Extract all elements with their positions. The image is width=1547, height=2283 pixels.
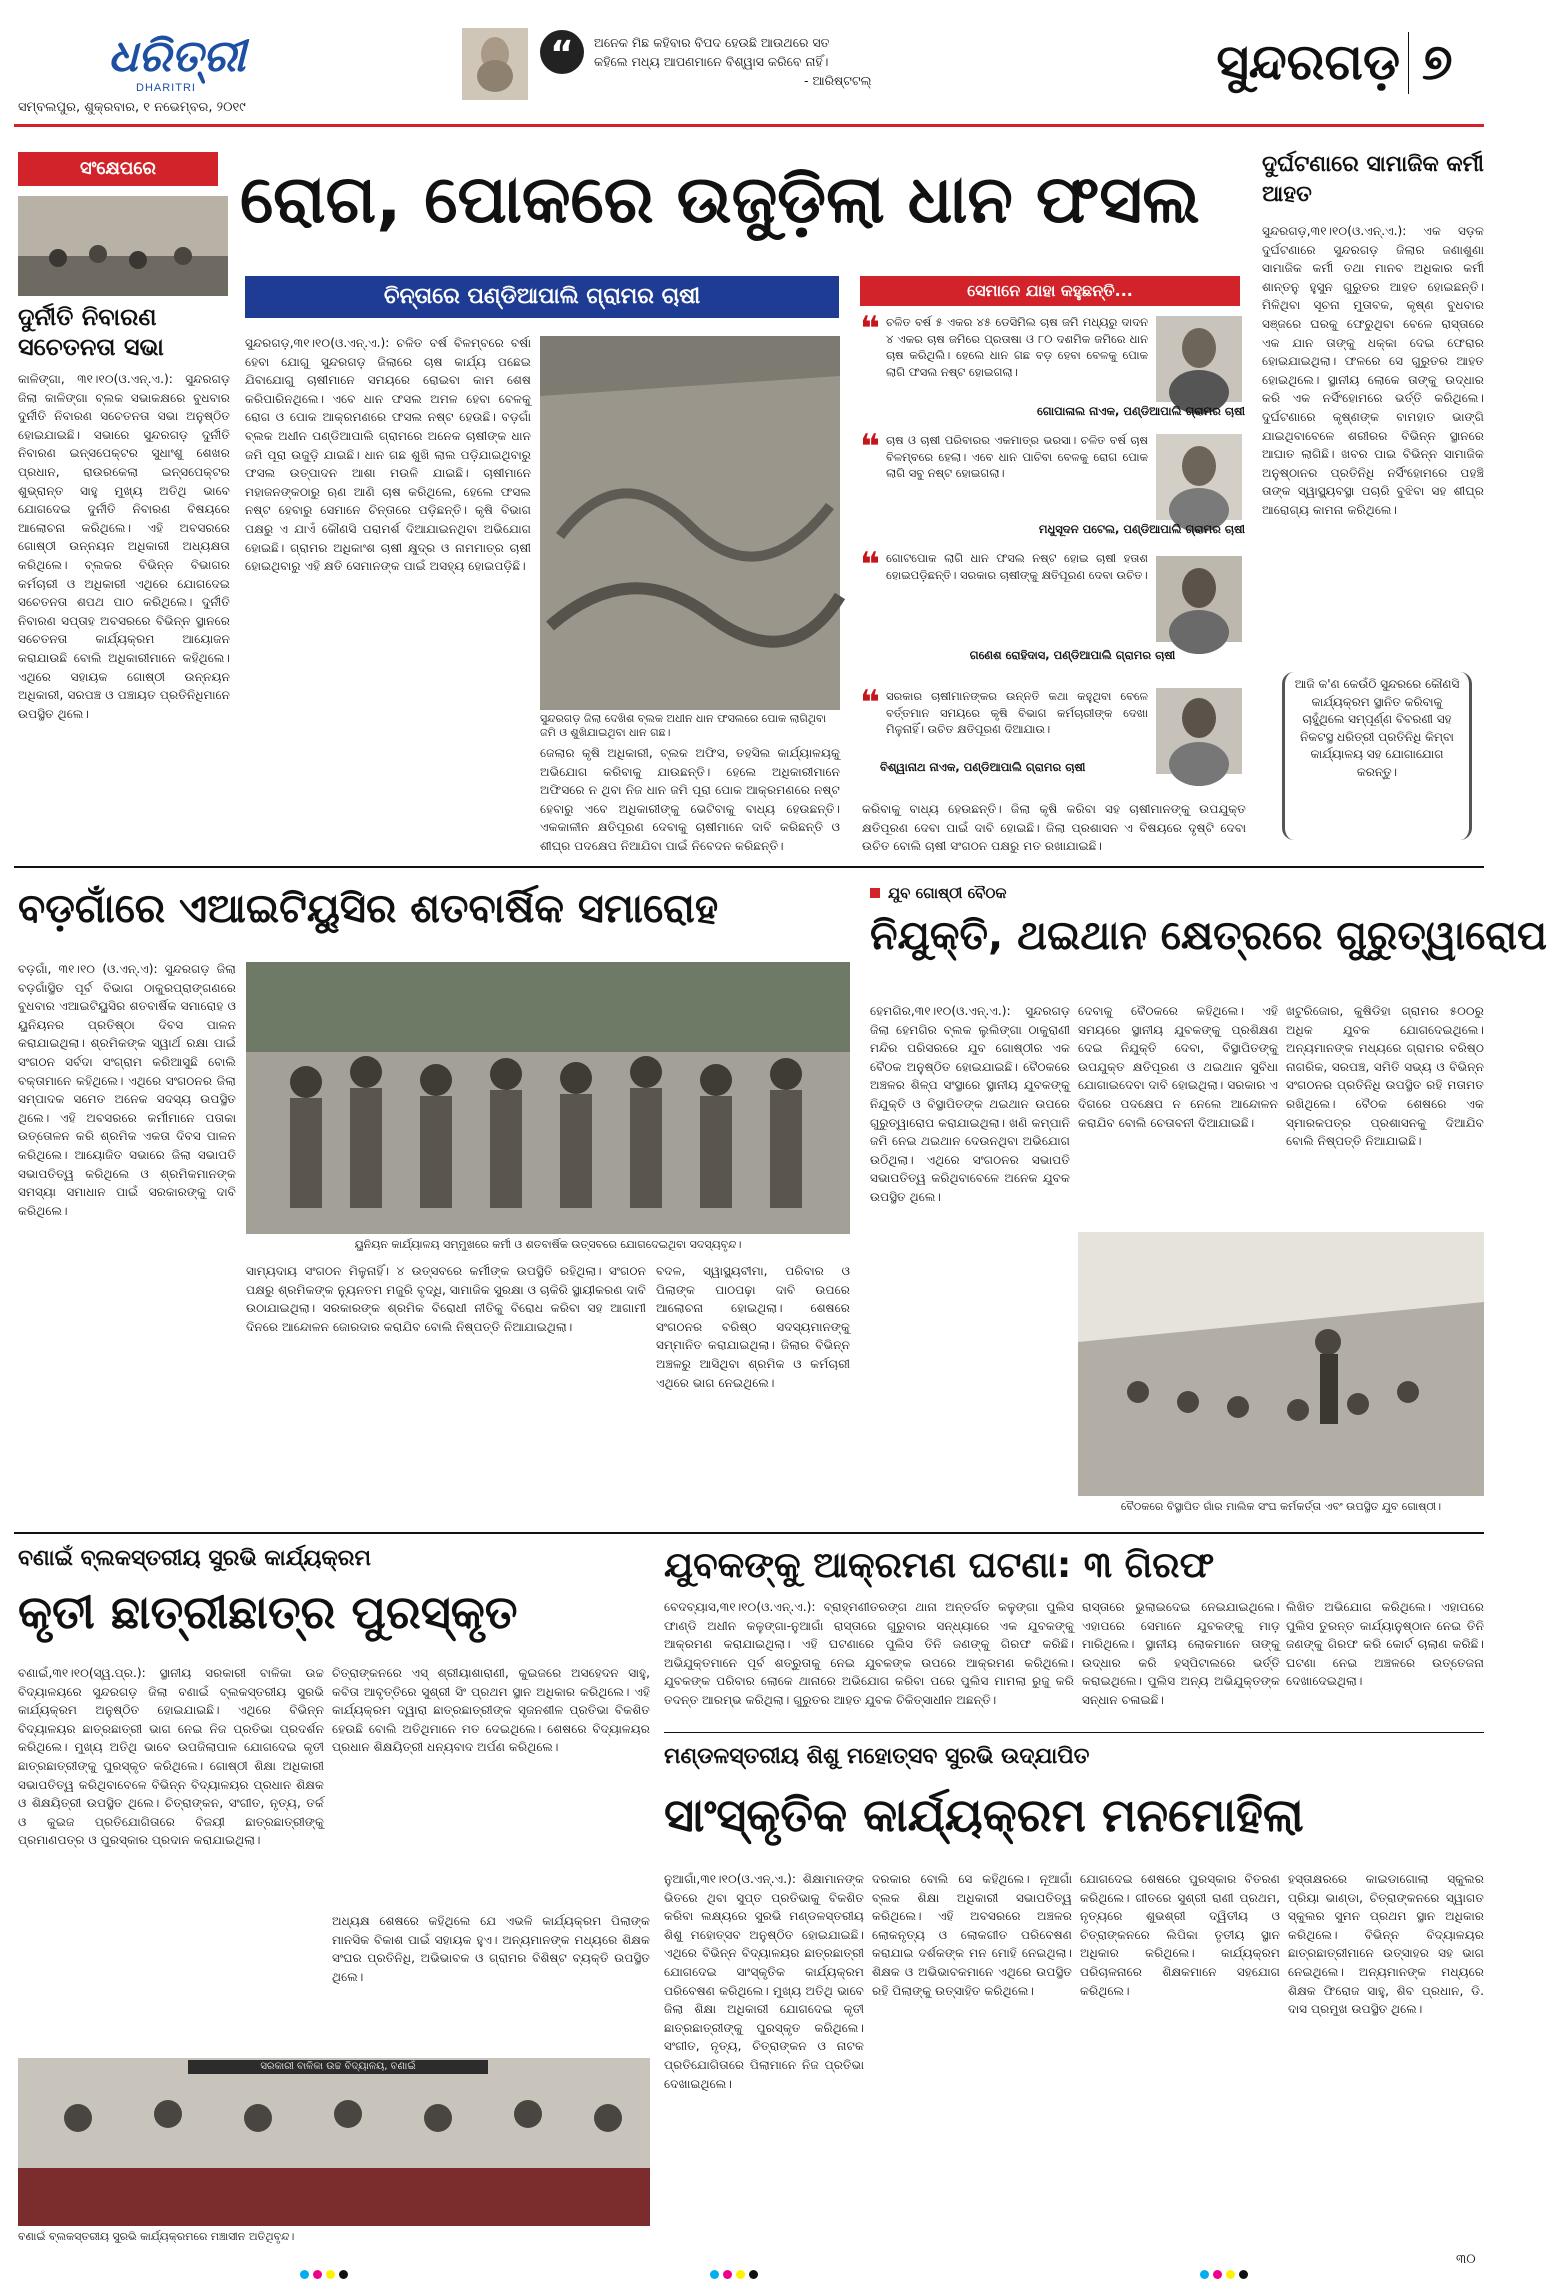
aituc-photo <box>246 962 850 1234</box>
accident-body: ସୁନ୍ଦରଗଡ଼,୩୧।୧୦(ଓ.ଏନ୍.ଏ.): ଏକ ସଡ଼କ ଦୁର୍ଘଟଣାରେ ସୁନ୍ଦରଗଡ଼ ଜିଲାର ଜଣାଶୁଣା ସାମାଜିକ କର୍ମୀ ତଥା ମାନବ ଅଧିକାର କର୍ମୀ ଶାନ୍ତନୁ ହୁସୁନ ଗୁରୁତର ଆହତ ହୋଇଛନ୍ତି। ମିଳିଥିବା ସୂଚନା ମୁତାବକ, କୃଷ୍ଣ ବୁଧବାର ସଞ୍ଜରେ ଘରକୁ ଫେରୁଥିବା ବେଳେ ରାସ୍ତାରେ ଏକ ଯାନ ତାଙ୍କୁ ଧକ୍କା ଦେଇ ଫେରାର ହୋଇଯାଇଥିଲା। ଫଳରେ ସେ ଗୁରୁତର ଆହତ ହୋଇଥିଲେ। ସ୍ଥାନୀୟ ଲୋକେ ତାଙ୍କୁ ଉଦ୍ଧାର କରି ଏକ ନର୍ସିଂହୋମରେ ଭର୍ତ୍ତି କରିଥିଲେ। ଦୁର୍ଘଟଣାରେ କୃଷ୍ଣଙ୍କ ବାମହାତ ଭାଙ୍ଗି ଯାଇଥିବାବେଳେ ଶରୀରର ବିଭିନ୍ନ ସ୍ଥାନରେ ଆଘାତ ଲାଗିଛି। ଖବର ପାଇ ବିଭିନ୍ନ ସାମାଜିକ ଅନୁଷ୍ଠାନର ପ୍ରତିନିଧି ନର୍ସିଂହୋମରେ ପହଞ୍ଚି ତାଙ୍କ ସ୍ୱାସ୍ଥ୍ୟବସ୍ଥା ପଚାରି ବୁଝିବା ସହ ଶୀଘ୍ର ଆରୋଗ୍ୟ କାମନା କରିଥିଲେ। <box>1262 224 1488 517</box>
youth-body-1: ହେମଗିର,୩୧।୧୦(ଓ.ଏନ୍.ଏ.): ସୁନ୍ଦରଗଡ଼ ଜିଲା ହେମଗିର ବ୍ଲକ ଲୁଲିଙ୍ଗା ଠାକୁରାଣୀ ମନ୍ଦିର ପରିସରରେ ଯୁବ ଗୋଷ୍ଠୀର ଏକ ବୈଠକ ଅନୁଷ୍ଠିତ ହୋଇଯାଇଛି। ବୈଠକରେ ଅଞ୍ଚଳର ଶିଳ୍ପ ସଂସ୍ଥାରେ ସ୍ଥାନୀୟ ଯୁବକଙ୍କୁ ନିଯୁକ୍ତି ଓ ବିସ୍ଥାପିତଙ୍କ ଥଇଥାନ ଉପରେ ଗୁରୁତ୍ୱାରୋପ କରାଯାଇଥିଲା। ଖଣି କମ୍ପାନି ଜମି ନେଇ ଥଇଥାନ ଦେଉନଥିବା ଅଭିଯୋଗ ଉଠିଥିଲା। ଏଥିରେ ସଂଗଠନର ସଭାପତି ସଭାପତିତ୍ୱ କରିଥିବାବେଳେ ଅନେକ ଯୁବକ ଉପସ୍ଥିତ ଥିଲେ। <box>870 1004 1074 1204</box>
main-headline: ରୋଗ, ପୋକରେ ଉଜୁଡ଼ିଲା ଧାନ ଫସଲ <box>240 161 1200 238</box>
quote-block <box>594 33 954 90</box>
quote-portrait-3 <box>1156 556 1242 642</box>
attack-body-2: ରାସ୍ତାରେ ଭୁଲାଇଦେଇ ନେଇଯାଇଥିଲେ। ଏହାପରେ ସେମାନେ ଯୁବକଙ୍କୁ ମାଡ଼ ମାରିଥିଲେ। ସ୍ଥାନୀୟ ଲୋକମାନେ ତାଙ୍କୁ ଉଦ୍ଧାର କରି ହସ୍ପିଟାଲରେ ଭର୍ତ୍ତି କରାଇଥିଲେ। ପୁଲିସ ଅନ୍ୟ ଅଭିଯୁକ୍ତଙ୍କ ସନ୍ଧାନ ଚଳାଇଛି। <box>1082 1600 1284 1707</box>
quote-name-2: ମଧୁସୂଦନ ପଟେଲ, ପଣ୍ଡିଆପାଲି ଗ୍ରାମର ଚାଷୀ <box>1038 522 1245 536</box>
youth-body-2: ଦେବାକୁ ବୈଠକରେ କହିଥିଲେ। ଏହି ସମୟରେ ସ୍ଥାନୀୟ ଯୁବକଙ୍କୁ ପ୍ରଶିକ୍ଷଣ ଦେଇ ନିଯୁକ୍ତି ଦେବା, ବିସ୍ଥାପିତଙ୍କୁ ଉପଯୁକ୍ତ କ୍ଷତିପୂରଣ ଓ ଥଇଥାନ ସୁବିଧା ଯୋଗାଇଦେବା ଦାବି ହୋଇଥିଲା। ସରକାର ଏ ଦିଗରେ ପଦକ୍ଷେପ ନ ନେଲେ ଆନ୍ଦୋଳନ କରାଯିବ ବୋଲି ଚେତାବନୀ ଦିଆଯାଇଛି। <box>1078 1004 1282 1130</box>
quote-line-1: ଅନେକ ମିଛ କହିବାର ବିପଦ ହେଉଛି ଆଉଥରେ ସତ <box>594 35 830 50</box>
logo-text: ଧରିତ୍ରୀ <box>108 31 246 82</box>
youth-body-3: ଖଟୁରିଜୋର, କୁଷିଡିହା ଗ୍ରାମର ୫୦୦ରୁ ଅଧିକ ଯୁବକ ଯୋଗଦେଇଥିଲେ। ଅନ୍ୟମାନଙ୍କ ମଧ୍ୟରେ ଗ୍ରାମର ବରିଷ୍ଠ ନାଗରିକ, ସରପଞ୍ଚ, ସମିତି ସଭ୍ୟ ଓ ବିଭିନ୍ନ ସଂଗଠନର ପ୍ରତିନିଧି ଉପସ୍ଥିତ ରହି ମତାମତ ରଖିଥିଲେ। ବୈଠକ ଶେଷରେ ଏକ ସ୍ମାରକପତ୍ର ପ୍ରଶାସନକୁ ଦିଆଯିବ ବୋଲି ନିଷ୍ପତ୍ତି ନିଆଯାଇଛି। <box>1286 1004 1488 1149</box>
callout-text: ଆଜି କ'ଣ କେଉଁଠି ସୁନ୍ଦରରେ କୌଣସି କାର୍ଯ୍ୟକ୍ରମ ସ୍ଥାନିତ କରିବାକୁ ଚାହୁଁଥିଲେ ସମ୍ପୂର୍ଣ୍ଣ ବିବରଣୀ ସହ ନିକଟସ୍ଥ ଧରିତ୍ରୀ ପ୍ରତିନିଧି କିମ୍ବା କାର୍ଯ୍ୟାଳୟ ସହ ଯୋଗାଯୋଗ କରନ୍ତୁ। <box>1294 677 1460 779</box>
logo <box>108 32 245 94</box>
section-rule-2 <box>14 1532 1484 1534</box>
award-body-3: ଅଧ୍ୟକ୍ଷ ଶେଷରେ କହିଥିଲେ ଯେ ଏଭଳି କାର୍ଯ୍ୟକ୍ରମ ପିଲାଙ୍କ ମାନସିକ ବିକାଶ ପାଇଁ ସହାୟକ ହୁଏ। ଅନ୍ୟମାନଙ୍କ ମଧ୍ୟରେ ଶିକ୍ଷକ ସଂଘର ପ୍ରତିନିଧି, ଅଭିଭାବକ ଓ ଗ୍ରାମର ବିଶିଷ୍ଟ ବ୍ୟକ୍ତି ଉପସ୍ଥିତ ଥିଲେ। <box>332 1914 654 1984</box>
color-registration-icon <box>300 2264 348 2283</box>
quote-author: - ଆରିଷ୍ଟଟଲ୍ <box>804 73 872 88</box>
dateline: ସମ୍ବଲପୁର, ଶୁକ୍ରବାର, ୧ ନଭେମ୍ବର, ୨୦୧୯ <box>18 100 246 115</box>
quote-mark-icon: “ <box>540 30 584 74</box>
main-body-3: କରିବାକୁ ବାଧ୍ୟ ହେଉଛନ୍ତି। ଜିଲା କୃଷି କରିବା ସହ ଚାଷୀମାନଙ୍କୁ ଉପଯୁକ୍ତ କ୍ଷତିପୂରଣ ଦେବା ପାଇଁ ଦାବି ହୋଇଛି। ଜିଲା ପ୍ରଶାସନ ଏ ବିଷୟରେ ଦୃଷ୍ଟି ଦେବା ଉଚିତ ବୋଲି ଚାଷୀ ସଂଗଠନ ପକ୍ଷରୁ ମତ ରଖାଯାଇଛି। <box>862 802 1250 854</box>
quote-portrait-4 <box>1156 688 1242 774</box>
logo-sub: DHARITRI <box>136 82 196 94</box>
section-rule-1 <box>14 866 1484 868</box>
youth-kicker-text: ଯୁବ ଗୋଷ୍ଠୀ ବୈଠକ <box>888 884 1007 902</box>
aituc-body-1: ବଡ଼ଗାଁ, ୩୧।୧୦ (ଓ.ଏନ୍.ଏ): ସୁନ୍ଦରଗଡ଼ ଜିଲା ବଡ଼ଗାଁସ୍ଥିତ ପୂର୍ବ ବିଭାଗ ଠାକୁରପ୍ରାଙ୍ଗଣରେ ବୁଧବାର ଏଆଇଟିୟୁସିର ଶତବାର୍ଷିକ ସମାରୋହ ଓ ୟୁନିୟନର ପ୍ରତିଷ୍ଠା ଦିବସ ପାଳନ କରାଯାଇଥିଲା। ଶ୍ରମିକଙ୍କ ସ୍ୱାର୍ଥ ରକ୍ଷା ପାଇଁ ସଂଗଠନ ସର୍ବଦା ସଂଗ୍ରାମ କରିଆସୁଛି ବୋଲି ବକ୍ତାମାନେ କହିଥିଲେ। ଏଥିରେ ସଂଗଠନର ଜିଲା ସମ୍ପାଦକ ସମେତ ଅନେକ ସଦସ୍ୟ ଉପସ୍ଥିତ ଥିଲେ। ଏହି ଅବସରରେ କର୍ମୀମାନେ ପତାକା ଉତ୍ତୋଳନ କରି ଶ୍ରମିକ ଏକତା ଦିବସ ପାଳନ କରିଥିଲେ। ଆୟୋଜିତ ସଭାରେ ଜିଲା ସଭାପତି ସଭାପତିତ୍ୱ କରିଥିଲେ ଓ ଶ୍ରମିକମାନଙ୍କ ସମସ୍ୟା ସମାଧାନ ପାଇଁ ସରକାରଙ୍କୁ ଦାବି କରିଥିଲେ। <box>18 962 240 1218</box>
award-kicker: ବଣାଇଁ ବ୍ଲକସ୍ତରୀୟ ସୁରଭି କାର୍ଯ୍ୟକ୍ରମ <box>18 1546 371 1571</box>
accident-headline: ଦୁର୍ଘଟଣାରେ ସାମାଜିକ କର୍ମୀ ଆହତ <box>1262 152 1484 207</box>
quote-portrait-2 <box>1156 434 1242 520</box>
aituc-photo-caption: ୟୁନିୟନ କାର୍ଯ୍ୟାଳୟ ସମ୍ମୁଖରେ କର୍ମୀ ଓ ଶତବାର୍ଷିକ ଉତ୍ସବରେ ଯୋଗଦେଇଥିବା ସଦସ୍ୟବୃନ୍ଦ। <box>354 1238 742 1251</box>
main-body-1: ସୁନ୍ଦରଗଡ଼,୩୧।୧୦(ଓ.ଏନ୍.ଏ.): ଚଳିତ ବର୍ଷ ବିଳମ୍ବରେ ବର୍ଷା ହେବା ଯୋଗୁ ସୁନ୍ଦରଗଡ଼ ଜିଲାରେ ଚାଷ କାର୍ଯ୍ୟ ପଛେଇ ଯିବାଯୋଗୁ ଚାଷୀମାନେ ସମୟରେ ରୋଇବା କାମ ଶେଷ କରିପାରିନଥିଲେ। ଏବେ ଧାନ ଫସଲ ଅମଳ ହେବା ବେଳକୁ ରୋଗ ଓ ପୋକ ଆକ୍ରମଣରେ ଫସଲ ନଷ୍ଟ ହେଉଛି। ବଡ଼ଗାଁ ବ୍ଲକ ଅଧୀନ ପଣ୍ଡିଆପାଲି ଗ୍ରାମରେ ଅନେକ ଚାଷୀଙ୍କ ଧାନ ଜମି ପୂରା ଉଜୁଡ଼ି ଯାଇଛି। ଧାନ ଗଛ ଶୁଖି ଲାଲ ପଡ଼ିଯାଇଥିବାରୁ ଫସଲ ଉତ୍ପାଦନ ଆଶା ମଉଳି ଯାଇଛି। ଚାଷୀମାନେ ମହାଜନଙ୍କଠାରୁ ଋଣ ଆଣି ଚାଷ କରିଥିଲେ, ହେଲେ ଫସଲ ନଷ୍ଟ ହେବାରୁ ସେମାନେ ଚିନ୍ତାରେ ପଡ଼ିଛନ୍ତି। କୃଷି ବିଭାଗ ପକ୍ଷରୁ ଏ ଯାଏଁ କୌଣସି ପରାମର୍ଶ ଦିଆଯାଇନଥିବା ଅଭିଯୋଗ ହୋଇଛି। ଗ୍ରାମର ଅଧିକାଂଶ ଚାଷୀ କ୍ଷୁଦ୍ର ଓ ନାମମାତ୍ର ଚାଷୀ ହୋଇଥିବାରୁ ଏହି କ୍ଷତି ସେମାନଙ୍କ ପାଇଁ ଅସହ୍ୟ ହୋଇପଡ଼ିଛି। <box>245 336 535 574</box>
main-subhead: ଚିନ୍ତାରେ ପଣ୍ଡିଆପାଲି ଗ୍ରାମର ଚାଷୀ <box>245 276 839 318</box>
youth-photo-caption: ବୈଠକରେ ବିସ୍ଥାପିତ ଗାଁର ମାଲିକ ସଂଘ କର୍ମକର୍ତ୍ତା ଏବଂ ଉପସ୍ଥିତ ଯୁବ ଗୋଷ୍ଠୀ। <box>1120 1500 1442 1513</box>
award-photo <box>18 2058 650 2226</box>
youth-photo <box>1078 1232 1484 1496</box>
page-code: ୩୦ <box>1456 2252 1476 2267</box>
quote-item-4 <box>860 683 1245 788</box>
color-registration-icon <box>710 2264 758 2283</box>
youth-kicker-bullet-icon <box>870 888 880 898</box>
section-divider <box>1408 32 1409 94</box>
quote-portrait <box>462 28 528 100</box>
award-photo-caption: ବଣାଇଁ ବ୍ଲକସ୍ତରୀୟ ସୁରଭି କାର୍ଯ୍ୟକ୍ରମରେ ମଞ୍ଚାସୀନ ଅତିଥିବୃନ୍ଦ। <box>18 2230 295 2243</box>
brief-title: ଦୁର୍ନୀତି ନିବାରଣ ସଚେତନତା ସଭା <box>18 303 164 361</box>
award-headline: କୃତୀ ଛାତ୍ରୀଛାତ୍ର ପୁରସ୍କୃତ <box>18 1585 518 1639</box>
award-body-1: ବଣାଇଁ,୩୧।୧୦(ସ୍ୱ.ପ୍ର.): ସ୍ଥାନୀୟ ସରକାରୀ ବାଳିକା ଉଚ୍ଚ ବିଦ୍ୟାଳୟରେ ସୁନ୍ଦରଗଡ଼ ଜିଲା ବଣାଇଁ ବ୍ଲକସ୍ତରୀୟ ସୁରଭି କାର୍ଯ୍ୟକ୍ରମ ଅନୁଷ୍ଠିତ ହୋଇଯାଇଛି। ଏଥିରେ ବିଭିନ୍ନ ବିଦ୍ୟାଳୟର ଛାତ୍ରଛାତ୍ରୀ ଭାଗ ନେଇ ନିଜ ପ୍ରତିଭା ପ୍ରଦର୍ଶନ କରିଥିଲେ। ମୁଖ୍ୟ ଅତିଥି ଭାବେ ଉପଜିଲାପାଳ ଯୋଗଦେଇ କୃତୀ ଛାତ୍ରଛାତ୍ରୀଙ୍କୁ ପୁରସ୍କୃତ କରିଥିଲେ। ଗୋଷ୍ଠୀ ଶିକ୍ଷା ଅଧିକାରୀ ସଭାପତିତ୍ୱ କରିଥିବାବେଳେ ବିଭିନ୍ନ ବିଦ୍ୟାଳୟର ପ୍ରଧାନ ଶିକ୍ଷକ ଓ ଶିକ୍ଷୟିତ୍ରୀ ଉପସ୍ଥିତ ଥିଲେ। ଚିତ୍ରାଙ୍କନ, ସଂଗୀତ, ନୃତ୍ୟ, ତର୍କ ଓ କୁଇଜ ପ୍ରତିଯୋଗିତାରେ ବିଜୟୀ ଛାତ୍ରଛାତ୍ରୀଙ୍କୁ ପ୍ରମାଣପତ୍ର ଓ ପୁରସ୍କାର ପ୍ରଦାନ କରାଯାଇଥିଲା। <box>18 1666 328 1848</box>
main-photo-caption: ସୁନ୍ଦରଗଡ଼ ଜିଲା ଦେଖିଶ ବ୍ଲକ ଅଧୀନ ଧାନ ଫସଲରେ ପୋକ ଲାଗିଥିବା ଜମି ଓ ଶୁଖିଯାଇଥିବା ଧାନ ଗଛ। <box>540 712 827 739</box>
masthead-rule <box>14 124 1484 127</box>
aituc-headline: ବଡ଼ଗାଁରେ ଏଆଇଟିୟୁସିର ଶତବାର୍ଷିକ ସମାରୋହ <box>18 886 719 932</box>
quote-text-1: ଚଳିତ ବର୍ଷ ୫ ଏକର ୪୫ ଡେସିମିଲ ଚାଷ ଜମି ମଧ୍ୟରୁ ଦାଦନ ୪ ଏକର ଚାଷ ଜମିରେ ପ୍ରତାଷା ଓ ୮୦ ଦଶମିକ ଜମିରେ ଧାନ ଚାଷ କରିଥିଲି। ହେଲେ ଧାନ ଗଛ ବଡ଼ ହେବା ବେଳକୁ ପୋକ ଲାଗି ଫସଲ ନଷ୍ଟ ହୋଇଗଲା। <box>886 315 1152 379</box>
main-photo <box>540 336 840 710</box>
award-body-2: ଚିତ୍ରାଙ୍କନରେ ଏସ୍ ଶ୍ରୀୟାଶାରାଣୀ, କୁଇଜରେ ଅସହେଦନ ସାହୁ, କବିତା ଆବୃତ୍ତିରେ ସୁଶ୍ରୀ ସିଂ ପ୍ରଥମ ସ୍ଥାନ ଅଧିକାର କରିଥିଲେ। ଏହି କାର୍ଯ୍ୟକ୍ରମ ଦ୍ୱାରା ଛାତ୍ରଛାତ୍ରୀଙ୍କ ସୃଜନଶୀଳ ପ୍ରତିଭା ବିକଶିତ ହେଉଛି ବୋଲି ଅତିଥିମାନେ ମତ ଦେଇଥିଲେ। ଶେଷରେ ବିଦ୍ୟାଳୟର ପ୍ରଧାନ ଶିକ୍ଷୟିତ୍ରୀ ଧନ୍ୟବାଦ ଅର୍ପଣ କରିଥିଲେ। <box>332 1666 654 1755</box>
section-title: ସୁନ୍ଦରଗଡ଼ <box>1216 33 1400 91</box>
attack-headline: ଯୁବକଙ୍କୁ ଆକ୍ରମଣ ଘଟଣା: ୩ ଗିରଫ <box>664 1545 1215 1586</box>
brief-body: କାଳିଙ୍ଗା, ୩୧।୧୦(ଓ.ଏନ୍.ଏ.): ସୁନ୍ଦରଗଡ଼ ଜିଲା କାଳିଙ୍ଗା ବ୍ଲକ ସଭାକକ୍ଷରେ ବୁଧବାର ଦୁର୍ନୀତି ନିବାରଣ ସଚେତନତା ସଭା ଅନୁଷ୍ଠିତ ହୋଇଯାଇଛି। ସଭାରେ ସୁନ୍ଦରଗଡ଼ ଦୁର୍ନୀତି ନିବାରଣ ଇନ୍ସପେକ୍ଟର ସୁଧାଂଶୁ ଶେଖର ପ୍ରଧାନ, ରାଉରକେଲା ଇନ୍ସପେକ୍ଟର ଶୁଭ୍ରାନ୍ତ ସାହୁ ମୁଖ୍ୟ ଅତିଥି ଭାବେ ଯୋଗଦେଇ ଦୁର୍ନୀତି ନିବାରଣ ବିଷୟରେ ଆଲୋଚନା କରିଥିଲେ। ଏହି ଅବସରରେ ଗୋଷ୍ଠୀ ଉନ୍ନୟନ ଅଧିକାରୀ ଅଧ୍ୟକ୍ଷତା କରିଥିଲେ। ବ୍ଲକର ବିଭିନ୍ନ ବିଭାଗର କର୍ମଚାରୀ ଓ ଅଧିକାରୀ ଏଥିରେ ଯୋଗଦେଇ ସଚେତନତା ଶପଥ ପାଠ କରିଥିଲେ। ଦୁର୍ନୀତି ନିବାରଣ ସପ୍ତାହ ଅବସରରେ ବିଭିନ୍ନ ସ୍ଥାନରେ ସଚେତନତା କାର୍ଯ୍ୟକ୍ରମ ଆୟୋଜନ କରାଯାଉଛି ବୋଲି ଅଧିକାରୀମାନେ କହିଥିଲେ। ଏଥିରେ ସହାୟକ ଗୋଷ୍ଠୀ ଉନ୍ନୟନ ଅଧିକାରୀ, ସରପଞ୍ଚ ଓ ପଞ୍ଚାୟତ ପ୍ରତିନିଧିମାନେ ଉପସ୍ଥିତ ଥିଲେ। <box>18 372 234 721</box>
award-photo-banner: ସରକାରୀ ବାଳିକା ଉଚ୍ଚ ବିଦ୍ୟାଳୟ, ବଣାଇଁ <box>188 2060 488 2074</box>
culture-body-3: ଯୋଗଦେଇ ଶେଷରେ ପୁରସ୍କାର ବିତରଣ କରିଥିଲେ। ଗୀତରେ ସୁଶ୍ରୀ ରାଣୀ ପ୍ରଥମ, ନୃତ୍ୟରେ ଶୁଭଶ୍ରୀ ଦ୍ୱିତୀୟ ଓ ଚିତ୍ରାଙ୍କନରେ ଲିପିକା ତୃତୀୟ ସ୍ଥାନ ଅଧିକାର କରିଥିଲେ। କାର୍ଯ୍ୟକ୍ରମ ପରିଚାଳନାରେ ଶିକ୍ଷକମାନେ ସହଯୋଗ କରିଥିଲେ। <box>1080 1872 1284 1998</box>
culture-body-1: ନୁଆଗାଁ,୩୧।୧୦(ଓ.ଏନ୍.ଏ.): ଶିକ୍ଷାମାନଙ୍କ ଭିତରେ ଥିବା ସୁପ୍ତ ପ୍ରତିଭାକୁ ବିକଶିତ କରିବା ଲକ୍ଷ୍ୟରେ ସୁରଭି ମଣ୍ଡଳସ୍ତରୀୟ ଶିଶୁ ମହୋତ୍ସବ ଅନୁଷ୍ଠିତ ହୋଇଯାଇଛି। ଏଥିରେ ବିଭିନ୍ନ ବିଦ୍ୟାଳୟର ଛାତ୍ରଛାତ୍ରୀ ଯୋଗଦେଇ ସାଂସ୍କୃତିକ କାର୍ଯ୍ୟକ୍ରମ ପରିବେଷଣ କରିଥିଲେ। ମୁଖ୍ୟ ଅତିଥି ଭାବେ ଜିଲା ଶିକ୍ଷା ଅଧିକାରୀ ଯୋଗଦେଇ କୃତୀ ଛାତ୍ରଛାତ୍ରୀଙ୍କୁ ପୁରସ୍କୃତ କରିଥିଲେ। ସଂଗୀତ, ନୃତ୍ୟ, ଚିତ୍ରାଙ୍କନ ଓ ନାଟକ ପ୍ରତିଯୋଗିତାରେ ପିଲାମାନେ ନିଜ ପ୍ରତିଭା ଦେଖାଇଥିଲେ। <box>664 1872 868 2091</box>
aituc-body-3: ବଦଳ, ସ୍ୱାସ୍ଥ୍ୟବୀମା, ପରିବାର ଓ ପିଲାଙ୍କ ପାଠପଢ଼ା ଦାବି ଉପରେ ଆଲୋଚନା ହୋଇଥିଲା। ଶେଷରେ ସଂଗଠନର ବରିଷ୍ଠ ସଦସ୍ୟମାନଙ୍କୁ ସମ୍ମାନିତ କରାଯାଇଥିଲା। ଜିଲାର ବିଭିନ୍ନ ଅଞ୍ଚଳରୁ ଆସିଥିବା ଶ୍ରମିକ ଓ କର୍ମଚାରୀ ଏଥିରେ ଭାଗ ନେଇଥିଲେ। <box>656 1264 854 1390</box>
accident-callout <box>1282 672 1472 840</box>
quote-item-1 <box>860 309 1245 424</box>
quote-name-4: ବିଶ୍ୱାନାଥ ନାଏକ, ପଣ୍ଡିଆପାଲି ଗ୍ରାମର ଚାଷୀ <box>880 760 1086 774</box>
quote-name-1: ଗୋପାଳାଲ ନାଏକ, ପଣ୍ଡିଆପାଲି ଗ୍ରାମର ଚାଷୀ <box>1036 404 1245 418</box>
registration-marks <box>0 2262 1500 2278</box>
attack-body-1: ବେଦବ୍ୟାସ,୩୧।୧୦(ଓ.ଏନ୍.ଏ.): ବ୍ରାହ୍ମଣୀତରଙ୍ଗ ଥାନା ଅନ୍ତର୍ଗତ କଳୁଙ୍ଗା ପୁଲିସ ଫାଣ୍ଡି ଅଧୀନ କଳୁଙ୍ଗା-ନୁଆଗାଁ ରାସ୍ତାରେ ଗୁରୁବାର ସନ୍ଧ୍ୟାରେ ଏକ ଯୁବକଙ୍କୁ ଆକ୍ରମଣ କରାଯାଇଥିଲା। ଏହି ଘଟଣାରେ ପୁଲିସ ତିନି ଜଣଙ୍କୁ ଗିରଫ କରିଛି। ଅଭିଯୁକ୍ତମାନେ ପୂର୍ବ ଶତ୍ରୁତାକୁ ନେଇ ଯୁବକଙ୍କ ଉପରେ ଆକ୍ରମଣ କରିଥିଲେ। ଯୁବକଙ୍କ ପରିବାର ଲୋକେ ଥାନାରେ ଅଭିଯୋଗ କରିବା ପରେ ପୁଲିସ ମାମଲା ରୁଜୁ କରି ତଦନ୍ତ ଆରମ୍ଭ କରିଥିଲା। ଗୁରୁତର ଆହତ ଯୁବକ ଚିକିତ୍ସାଧୀନ ଅଛନ୍ତି। <box>664 1600 1078 1707</box>
culture-headline: ସାଂସ୍କୃତିକ କାର୍ଯ୍ୟକ୍ରମ ମନମୋହିଲା <box>664 1788 1304 1842</box>
quote-open-icon: ❝ <box>860 683 880 723</box>
youth-headline: ନିଯୁକ୍ତି, ଥଇଥାନ କ୍ଷେତ୍ରରେ ଗୁରୁତ୍ୱାରୋପ <box>870 913 1547 959</box>
attack-body-3: ଲିଖିତ ଅଭିଯୋଗ କରିଥିଲେ। ଏହାପରେ ପୁଲିସ ତୁରନ୍ତ କାର୍ଯ୍ୟାନୁଷ୍ଠାନ ନେଇ ତିନି ଜଣଙ୍କୁ ଗିରଫ କରି କୋର୍ଟ ଚାଲାଣ କରିଛି। ଘଟଣା ନେଇ ଅଞ୍ଚଳରେ ଉତ୍ତେଜନା ଦେଖାଦେଇଥିଲା। <box>1286 1600 1488 1689</box>
youth-kicker <box>870 884 1006 902</box>
quote-text-4: ସରକାର ଚାଷୀମାନଙ୍କର ଉନ୍ନତି କଥା କହୁଥିବା ବେଳେ ବର୍ତ୍ତମାନ ସମୟରେ କୃଷି ବିଭାଗ କର୍ମଚାରୀଙ୍କ ଦେଖା ମିଳୁନାହିଁ। ଉଚିତ କ୍ଷତିପୂରଣ ଦିଆଯାଉ। <box>886 689 1152 736</box>
quote-open-icon: ❝ <box>860 309 880 349</box>
quote-item-2 <box>860 427 1245 542</box>
culture-body-4: ହସ୍ତାକ୍ଷରରେ କାଇଡାଗୋଲା ସ୍କୁଲର ପ୍ରିୟା ଭାଣ୍ଡା, ଚିତ୍ରାଙ୍କନରେ ସ୍ୱାଗତ ସ୍କୁଲର ସୁମନ ପ୍ରଥମ ସ୍ଥାନ ଅଧିକାର କରିଥିଲେ। ବିଭିନ୍ନ ବିଦ୍ୟାଳୟର ଛାତ୍ରଛାତ୍ରୀମାନେ ଉତ୍ସାହର ସହ ଭାଗ ନେଇଥିଲେ। ଅନ୍ୟମାନଙ୍କ ମଧ୍ୟରେ ଶିକ୍ଷକ ଫିରୋଜ ସାହୁ, ଶିବ ପ୍ରଧାନ, ଡି. ଦାସ ପ୍ରମୁଖ ଉପସ୍ଥିତ ଥିଲେ। <box>1288 1872 1488 2017</box>
color-registration-icon <box>1200 2264 1248 2283</box>
quote-text-2: ଚାଷ ଓ ଚାଷୀ ପରିବାରର ଏକମାତ୍ର ଭରସା। ଚଳିତ ବର୍ଷ ଚାଷ ବିଳମ୍ବରେ ହେଲା। ଏବେ ଧାନ ପାଚିବା ବେଳକୁ ରୋଗ ପୋକ ଲାଗି ସବୁ ନଷ୍ଟ ହୋଇଗଲା। <box>886 433 1152 480</box>
quote-name-3: ଗଣେଶ ରୋହିଦାସ, ପଣ୍ଡିଆପାଲି ଗ୍ରାମର ଚାଷୀ <box>969 648 1176 662</box>
quote-text-3: ଗୋଟପୋକ ଲାଗି ଧାନ ଫସଲ ନଷ୍ଟ ହୋଇ ଚାଷୀ ହତାଶ ହୋଇପଡ଼ିଛନ୍ତି। ସରକାର ଚାଷୀଙ୍କୁ କ୍ଷତିପୂରଣ ଦେବା ଉଚିତ। <box>886 551 1152 582</box>
quote-line-2: କହିଲେ ମଧ୍ୟ ଆପଣମାନେ ବିଶ୍ୱାସ କରିବେ ନାହିଁ। <box>594 54 829 69</box>
quotes-header: ସେମାନେ ଯାହା କହୁଛନ୍ତି... <box>860 276 1240 306</box>
quote-item-3 <box>860 545 1245 670</box>
page-number: ୭ <box>1422 33 1453 91</box>
main-body-2: ଜେଲାର କୃଷି ଅଧିକାରୀ, ବ୍ଲକ ଅଫିସ, ତହସିଲ କାର୍ଯ୍ୟାଳୟକୁ ଅଭିଯୋଗ କରିବାକୁ ଯାଉଛନ୍ତି। ହେଲେ ଅଧିକାରୀମାନେ ଅଫିସରେ ନ ଥିବା ନିଜ ଧାନ ଜମି ପୂରା ପୋକ ଆକ୍ରମଣରେ ନଷ୍ଟ ହେବାରୁ ଏବେ ଅଧିକାରୀଙ୍କୁ ଭେଟିବାକୁ ବାଧ୍ୟ ହେଉଛନ୍ତି। ଏକକାଳୀନ କ୍ଷତିପୂରଣ ଦେବାକୁ ଚାଷୀମାନେ ଦାବି କରିଛନ୍ତି ଓ ଶୀଘ୍ର ପଦକ୍ଷେପ ନିଆଯିବା ପାଇଁ ନିବେଦନ କରିଛନ୍ତି। <box>540 746 844 853</box>
culture-kicker: ମଣ୍ଡଳସ୍ତରୀୟ ଶିଶୁ ମହୋତ୍ସବ ସୁରଭି ଉଦ୍‌ଯାପିତ <box>664 1744 1090 1769</box>
quote-portrait-1 <box>1156 316 1242 402</box>
section-rule-3 <box>664 1732 1484 1733</box>
brief-tag: ସଂକ୍ଷେପରେ <box>18 152 218 186</box>
culture-body-2: ଦରକାର ବୋଲି ସେ କହିଥିଲେ। ନୂଆଗାଁ ବ୍ଲକ ଶିକ୍ଷା ଅଧିକାରୀ ସଭାପତିତ୍ୱ କରିଥିଲେ। ଏହି ଅବସରରେ ଅଞ୍ଚଳର ଲୋକନୃତ୍ୟ ଓ ଲୋକଗୀତ ପରିବେଷଣ କରାଯାଇ ଦର୍ଶକଙ୍କ ମନ ମୋହି ନେଇଥିଲା। ଶିକ୍ଷକ ଓ ଅଭିଭାବକମାନେ ଏଥିରେ ଉପସ୍ଥିତ ରହି ପିଲାଙ୍କୁ ଉତ୍ସାହିତ କରିଥିଲେ। <box>872 1872 1076 1998</box>
brief-photo <box>18 196 228 296</box>
quote-open-icon: ❝ <box>860 545 880 585</box>
quote-open-icon: ❝ <box>860 427 880 467</box>
aituc-body-2: ସାମ୍ୟଦାୟ ସଂଗଠନ ମିଳୁନାହିଁ। ୪ ଉତ୍ସବରେ କର୍ମୀଙ୍କ ଉପସ୍ଥିତି ରହିଥିଲା। ସଂଗଠନ ପକ୍ଷରୁ ଶ୍ରମିକଙ୍କ ନ୍ୟୁନତମ ମଜୁରି ବୃଦ୍ଧି, ସାମାଜିକ ସୁରକ୍ଷା ଓ ଚାକିରି ସ୍ଥାୟୀକରଣ ଦାବି ଉଠାଯାଇଥିଲା। ସରକାରଙ୍କ ଶ୍ରମିକ ବିରୋଧୀ ନୀତିକୁ ବିରୋଧ କରିବା ସହ ଆଗାମୀ ଦିନରେ ଆନ୍ଦୋଳନ ଜୋରଦାର କରାଯିବ ବୋଲି ନିଷ୍ପତ୍ତି ନିଆଯାଇଥିଲା। <box>246 1264 650 1334</box>
